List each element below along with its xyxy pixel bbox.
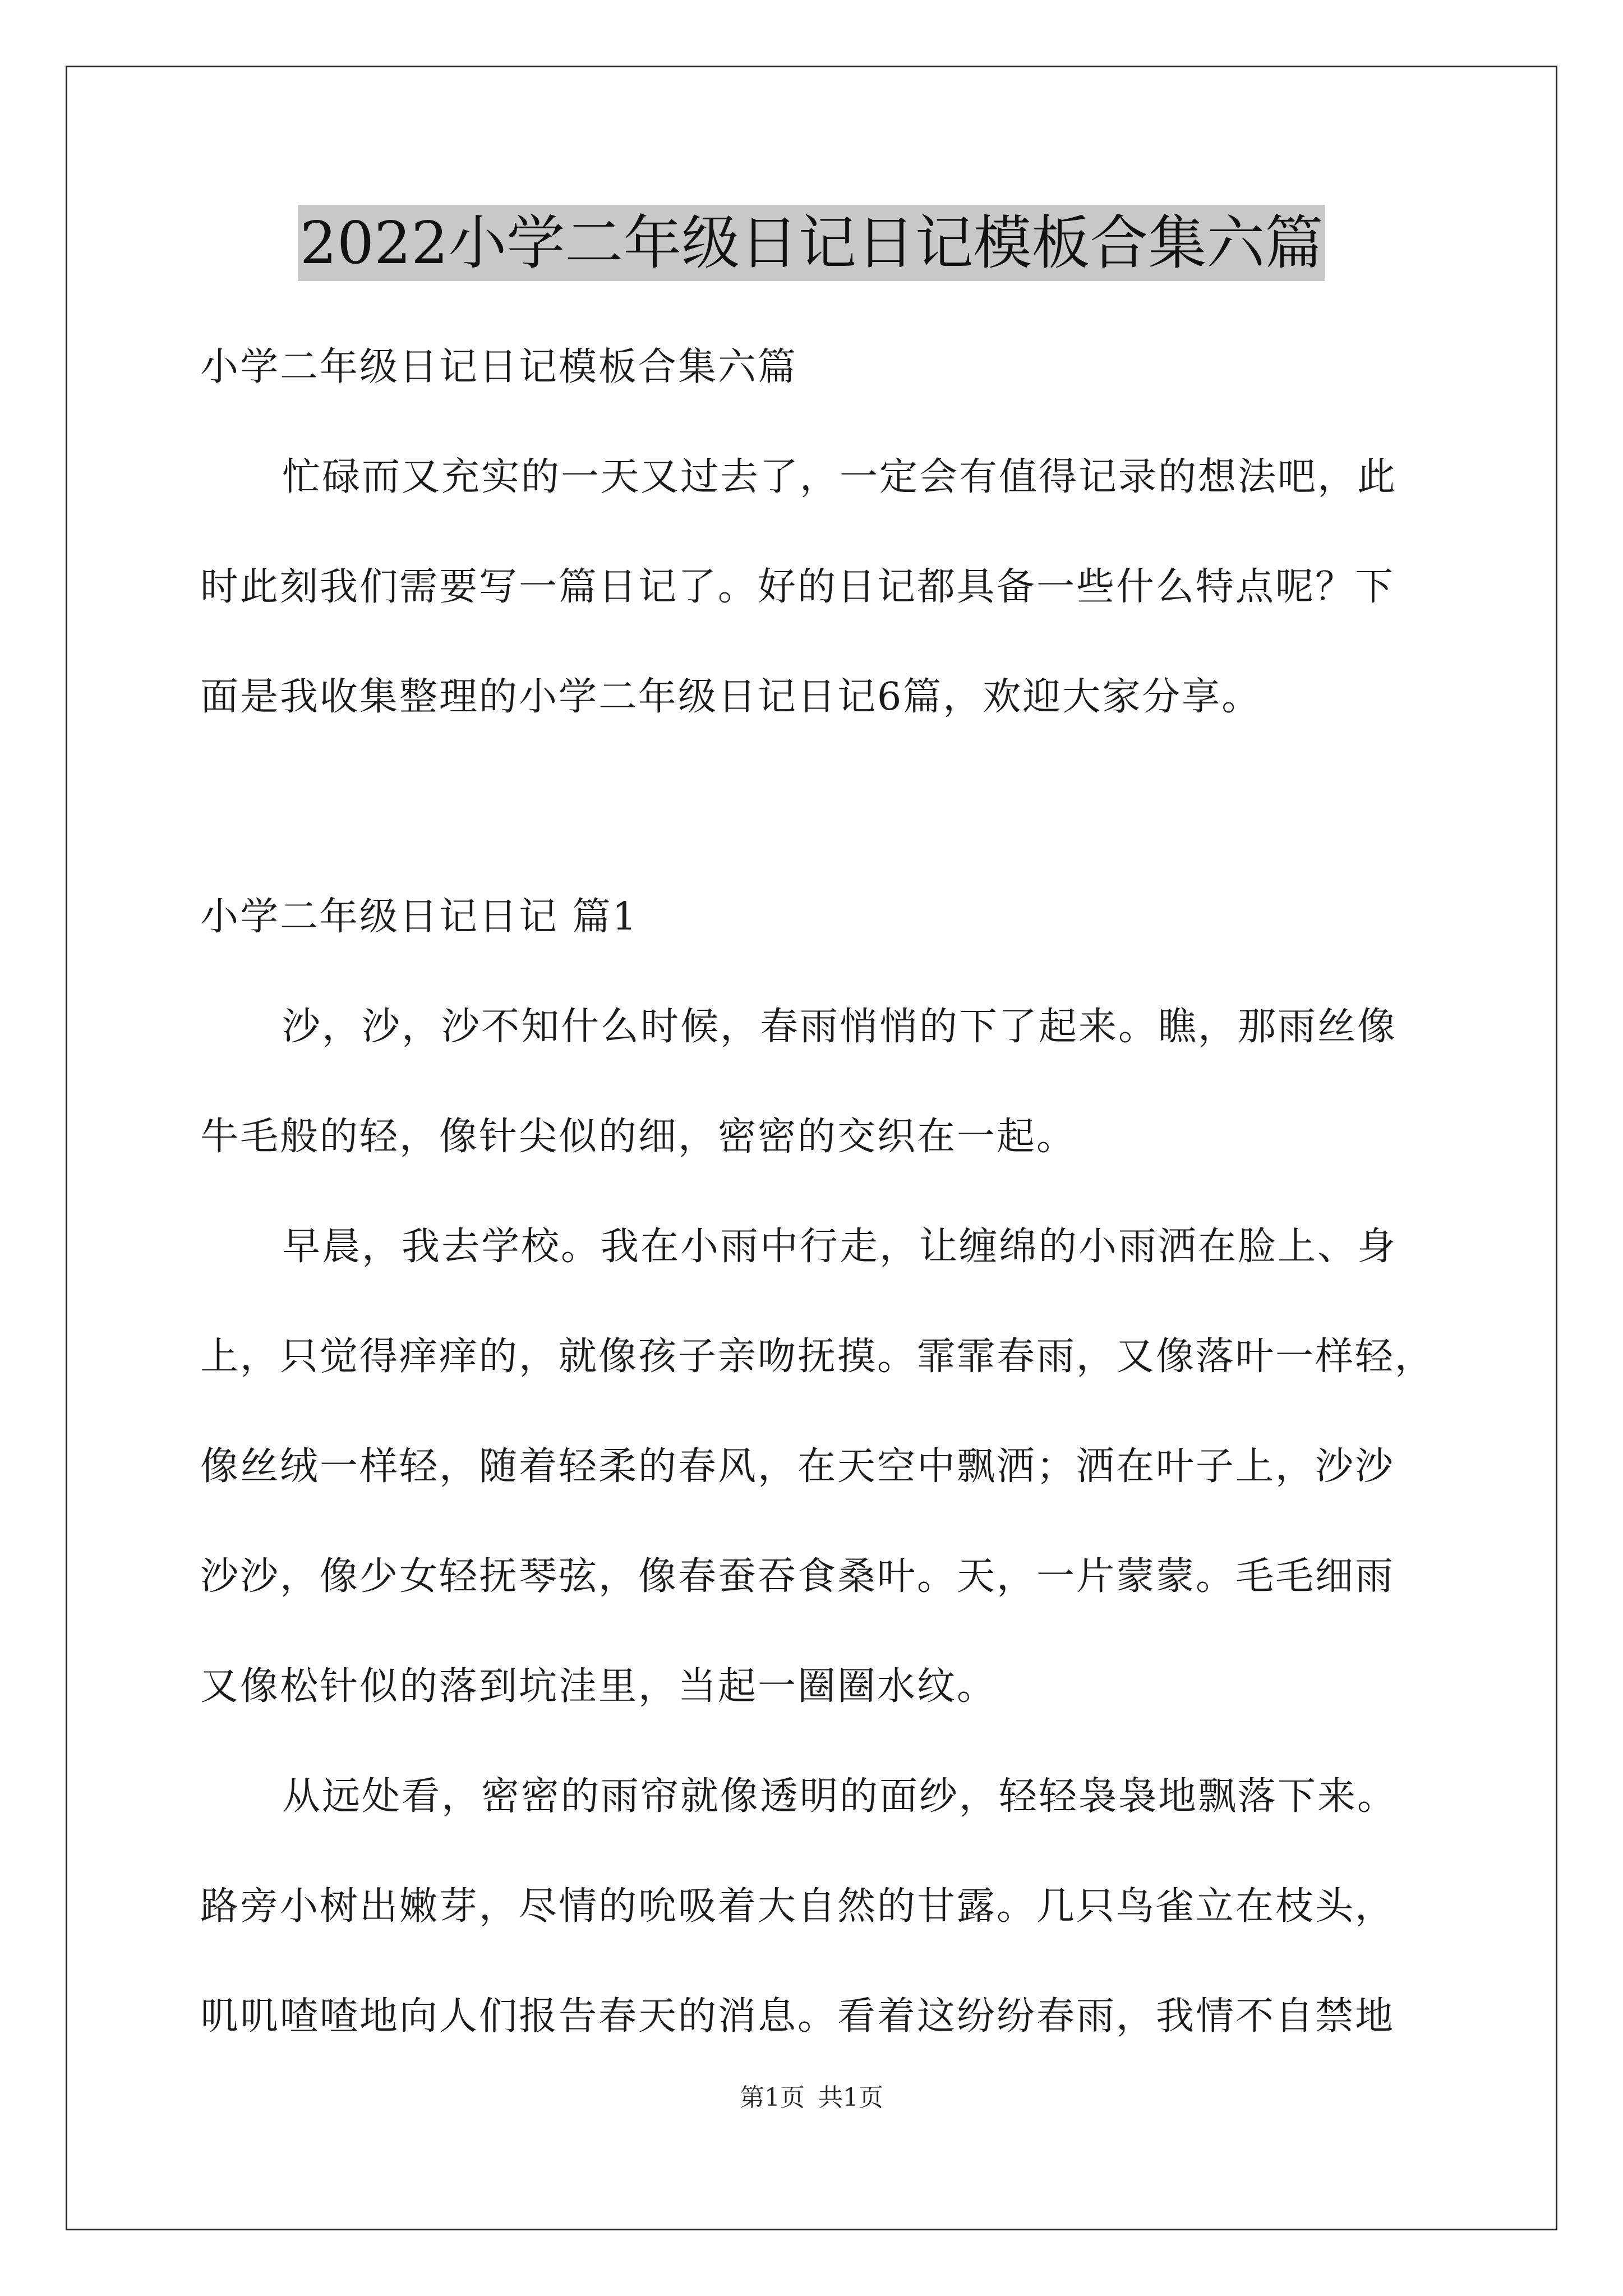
- paragraph-line: 沙沙，像少女轻抚琴弦，像春蚕吞食桑叶。天，一片蒙蒙。毛毛细雨: [200, 1554, 1395, 1599]
- title-container: [0, 205, 1623, 281]
- paragraph-line: 又像松针似的落到坑洼里，当起一圈圈水纹。: [200, 1664, 997, 1709]
- page-total: 共1页: [818, 2083, 883, 2112]
- page-footer: [0, 2081, 1623, 2115]
- paragraph-line: 沙，沙，沙不知什么时候，春雨悄悄的下了起来。瞧，那雨丝像: [282, 1005, 1398, 1049]
- intro-line: 忙碌而又充实的一天又过去了，一定会有值得记录的想法吧，此: [282, 455, 1398, 499]
- paragraph-line: 叽叽喳喳地向人们报告春天的消息。看着这纷纷春雨，我情不自禁地: [200, 1994, 1395, 2039]
- document-body: [200, 312, 1462, 2072]
- paragraph-line: 路旁小树出嫩芽，尽情的吮吸着大自然的甘露。几只鸟雀立在枝头，: [200, 1884, 1395, 1929]
- section-spacer: [200, 752, 1462, 862]
- page-number: 第1页: [740, 2083, 805, 2112]
- intro-line: 时此刻我们需要写一篇日记了。好的日记都具备一些什么特点呢？下: [200, 565, 1395, 609]
- paragraph-line: 上，只觉得痒痒的，就像孩子亲吻抚摸。霏霏春雨，又像落叶一样轻，: [200, 1335, 1435, 1379]
- paragraph-line: 早晨，我去学校。我在小雨中行走，让缠绵的小雨洒在脸上、身: [282, 1225, 1398, 1269]
- paragraph-line: 从远处看，密密的雨帘就像透明的面纱，轻轻袅袅地飘落下来。: [282, 1774, 1398, 1819]
- paragraph-line: 牛毛般的轻，像针尖似的细，密密的交织在一起。: [200, 1115, 1077, 1159]
- section-heading: 小学二年级日记日记 篇1: [200, 895, 638, 939]
- document-title: 2022小学二年级日记日记模板合集六篇: [298, 205, 1326, 281]
- intro-line: 面是我收集整理的小学二年级日记日记6篇，欢迎大家分享。: [200, 675, 1262, 719]
- document-subtitle: 小学二年级日记日记模板合集六篇: [200, 345, 798, 389]
- paragraph-line: 像丝绒一样轻，随着轻柔的春风，在天空中飘洒；洒在叶子上，沙沙: [200, 1444, 1395, 1489]
